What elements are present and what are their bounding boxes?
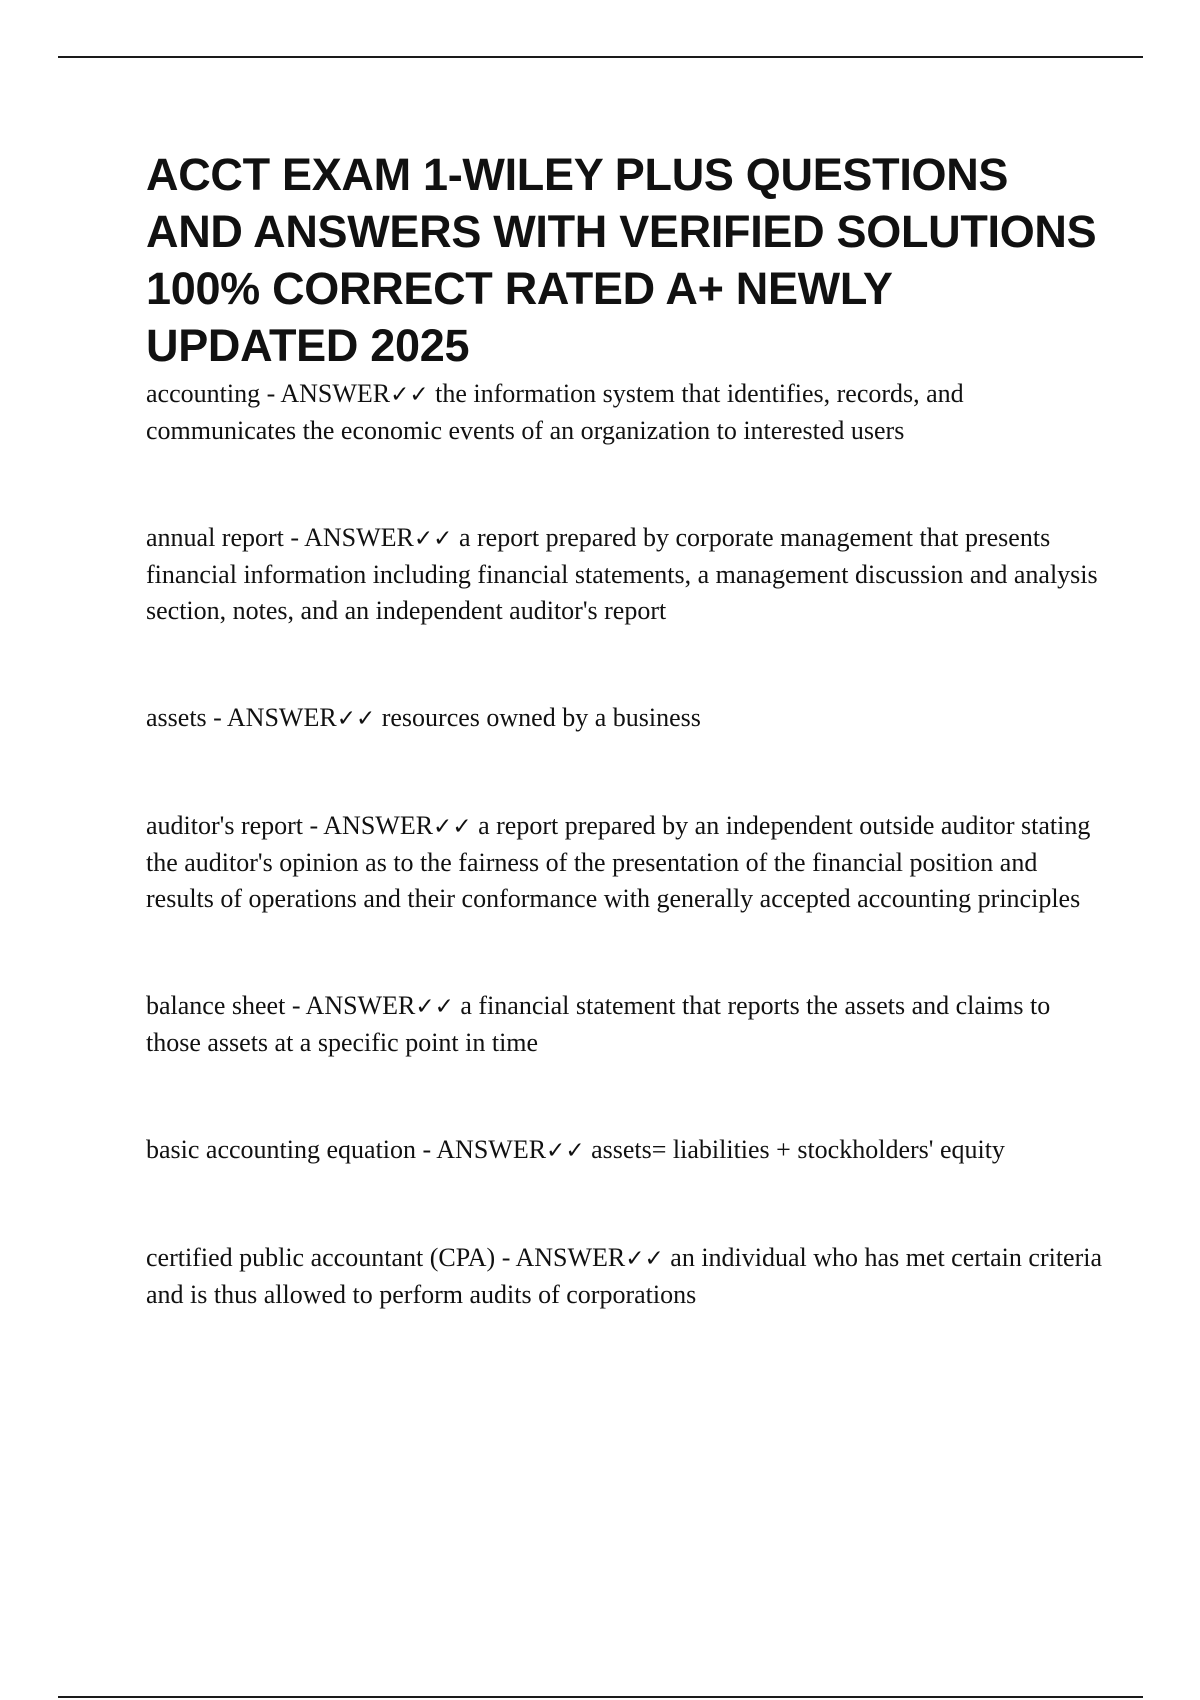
glossary-list <box>146 376 1106 1313</box>
check-mark-icon: ✓✓ <box>413 526 453 552</box>
entry-term: assets <box>146 703 207 732</box>
entry-definition: assets= liabilities + stockholders' equity <box>591 1135 1005 1164</box>
check-mark-icon: ✓✓ <box>546 1138 585 1164</box>
check-mark-icon: ✓✓ <box>433 814 472 840</box>
answer-marker: ANSWER <box>304 523 414 552</box>
glossary-entry: auditor's report - ANSWER✓✓ a report prepared by an independent outside auditor stating the auditor's opinion as to the fairness of the presentation of the financial position and results of operations and their conformance with generally accepted accounting principles <box>146 811 1091 913</box>
entry-definition: a financial statement that reports the assets and claims to those assets at a specific point in time <box>146 991 1051 1057</box>
entry-term: balance sheet <box>146 991 286 1020</box>
glossary-entry: balance sheet - ANSWER✓✓ a financial statement that reports the assets and claims to those assets at a specific point in time <box>146 991 1051 1057</box>
document-body <box>146 146 1106 1384</box>
answer-marker: ANSWER <box>226 703 337 732</box>
glossary-entry: accounting - ANSWER✓✓ the information system that identifies, records, and communicates the economic events of an organization to interested users <box>146 379 964 445</box>
entry-definition: a report prepared by corporate management that presents financial information including financial statements, a management discussion and analysis section, notes, and an independent auditor's report <box>146 523 1098 625</box>
answer-marker: ANSWER <box>436 1135 547 1164</box>
check-mark-icon: ✓✓ <box>336 706 376 732</box>
answer-marker: ANSWER <box>323 811 434 840</box>
entry-definition: a report prepared by an independent outside auditor stating the auditor's opinion as to the fairness of the presentation of the financial position and results of operations and their conformance with generally accepted accounting principles <box>146 811 1091 913</box>
check-mark-icon: ✓✓ <box>415 994 454 1020</box>
entry-term: accounting <box>146 379 261 408</box>
entry-definition: an individual who has met certain criteria and is thus allowed to perform audits of corporations <box>146 1243 1103 1309</box>
entry-term: certified public accountant (CPA) <box>146 1243 496 1272</box>
entry-term: annual report <box>146 523 284 552</box>
check-mark-icon: ✓✓ <box>625 1246 664 1272</box>
answer-marker: ANSWER <box>305 991 416 1020</box>
glossary-entry: basic accounting equation - ANSWER✓✓ assets= liabilities + stockholders' equity <box>146 1135 1005 1164</box>
check-mark-icon: ✓✓ <box>390 382 429 408</box>
entry-definition: resources owned by a business <box>381 703 701 732</box>
entry-term: basic accounting equation <box>146 1135 417 1164</box>
answer-marker: ANSWER <box>515 1243 626 1272</box>
document-title: ACCT EXAM 1-WILEY PLUS QUESTIONS AND ANSWERS WITH VERIFIED SOLUTIONS 100% CORRECT RATED A+ NEWLY UPDATED 2025 <box>146 149 1097 371</box>
entry-term: auditor's report <box>146 811 304 840</box>
glossary-entry: annual report - ANSWER✓✓ a report prepared by corporate management that presents financial information including financial statements, a management discussion and analysis section, notes, and an independent auditor's report <box>146 523 1098 625</box>
glossary-entry: assets - ANSWER✓✓ resources owned by a business <box>146 703 701 732</box>
top-divider <box>58 56 1143 58</box>
glossary-entry: certified public accountant (CPA) - ANSWER✓✓ an individual who has met certain criteria and is thus allowed to perform audits of corporations <box>146 1243 1103 1309</box>
entry-definition: the information system that identifies, records, and communicates the economic events of an organization to interested users <box>146 379 964 445</box>
bottom-divider <box>58 1696 1143 1698</box>
answer-marker: ANSWER <box>280 379 391 408</box>
